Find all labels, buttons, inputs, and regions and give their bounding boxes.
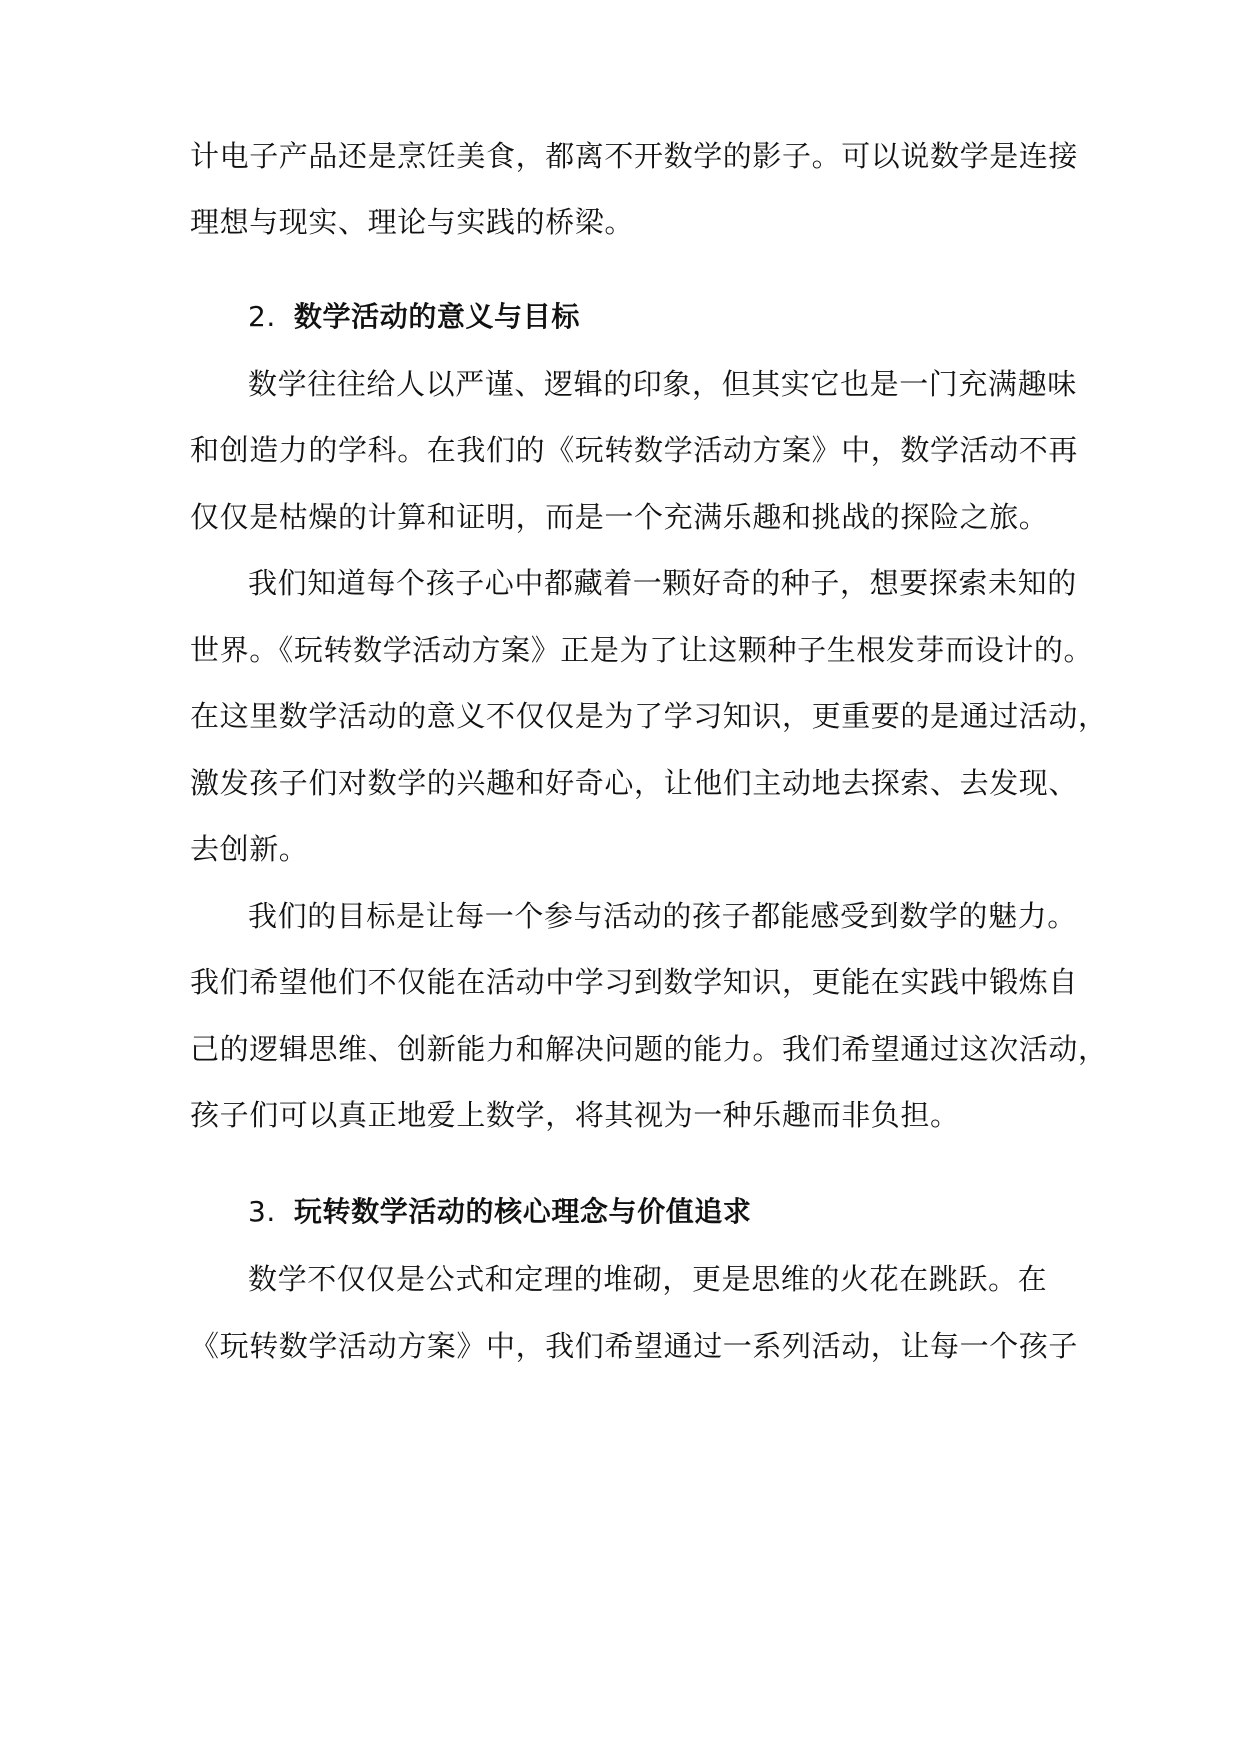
- body-text-line: 理想与现实、理论与实践的桥梁。: [190, 205, 635, 239]
- body-text-line: 我们希望他们不仅能在活动中学习到数学知识，更能在实践中锻炼自: [190, 965, 1079, 999]
- body-text-line: 孩子们可以真正地爱上数学，将其视为一种乐趣而非负担。: [190, 1098, 960, 1132]
- body-text-line: 数学不仅仅是公式和定理的堆砌，更是思维的火花在跳跃。在: [248, 1262, 1048, 1296]
- body-text-line: 和创造力的学科。在我们的《玩转数学活动方案》中，数学活动不再: [190, 433, 1079, 467]
- body-text-line: 世界。《玩转数学活动方案》正是为了让这颗种子生根发芽而设计的。: [190, 633, 1094, 667]
- body-text-line: 计电子产品还是烹饪美食，都离不开数学的影子。可以说数学是连接: [190, 139, 1079, 173]
- body-text-line: 我们的目标是让每一个参与活动的孩子都能感受到数学的魅力。: [248, 899, 1077, 933]
- body-text-line: 在这里数学活动的意义不仅仅是为了学习知识，更重要的是通过活动，: [190, 699, 1108, 733]
- section-heading-3: [248, 1192, 1128, 1232]
- body-text-line: 去创新。: [190, 832, 309, 866]
- section-number: 3.: [248, 1195, 276, 1228]
- section-title: 玩转数学活动的核心理念与价值追求: [293, 1195, 752, 1228]
- section-title: 数学活动的意义与目标: [293, 300, 580, 333]
- body-text-line: 激发孩子们对数学的兴趣和好奇心，让他们主动地去探索、去发现、: [190, 766, 1079, 800]
- section-heading-2: [248, 297, 1128, 337]
- body-text-line: 我们知道每个孩子心中都藏着一颗好奇的种子，想要探索未知的: [248, 566, 1077, 600]
- body-text-line: 《玩转数学活动方案》中，我们希望通过一系列活动，让每一个孩子: [190, 1329, 1079, 1363]
- body-text-line: 己的逻辑思维、创新能力和解决问题的能力。我们希望通过这次活动，: [190, 1032, 1108, 1066]
- section-number: 2.: [248, 300, 276, 333]
- body-text-line: 数学往往给人以严谨、逻辑的印象，但其实它也是一门充满趣味: [248, 367, 1077, 401]
- body-text-line: 仅仅是枯燥的计算和证明，而是一个充满乐趣和挑战的探险之旅。: [190, 500, 1049, 534]
